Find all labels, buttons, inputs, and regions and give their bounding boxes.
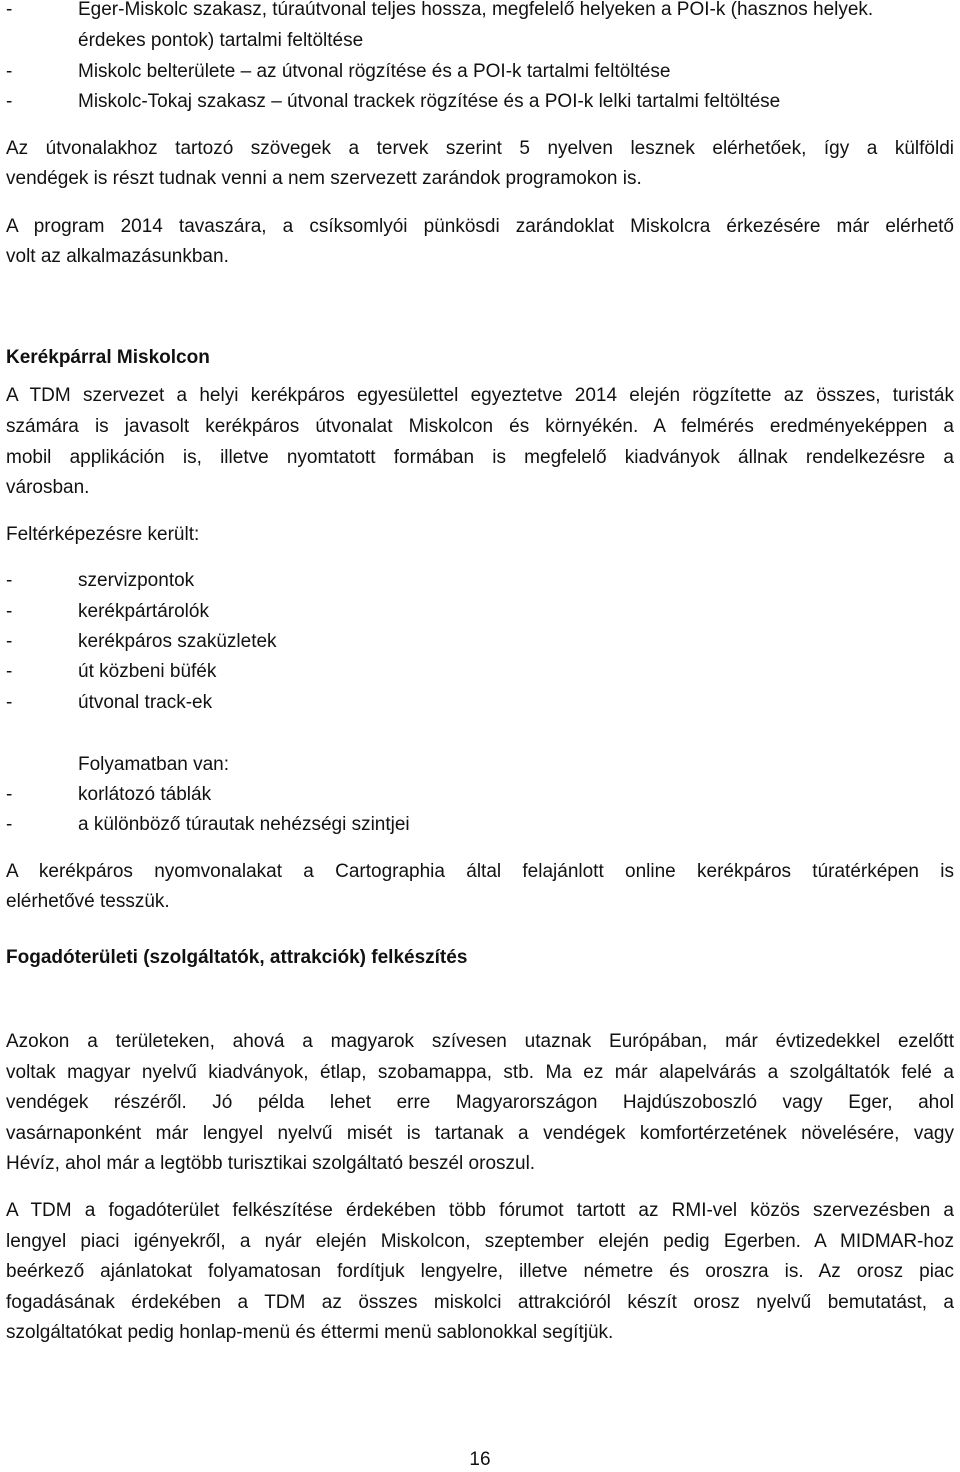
list-item-text: Miskolc-Tokaj szakasz – útvonal trackek rögzítése és a POI-k lelki tartalmi feltöltése xyxy=(78,91,781,112)
paragraph-line: A program 2014 tavaszára, a csíksomlyói pünkösdi zarándoklat Miskolcra érkezésére már elérhető xyxy=(6,216,954,237)
paragraph-line: A TDM szervezet a helyi kerékpáros egyesülettel egyeztetve 2014 elején rögzítette az összes, turisták xyxy=(6,385,954,406)
list-label: Feltérképezésre került: xyxy=(6,524,200,545)
list-dash: - xyxy=(6,661,13,682)
list-label: Folyamatban van: xyxy=(78,754,230,775)
list-item-text: érdekes pontok) tartalmi feltöltése xyxy=(78,30,364,51)
list-item-text: a különböző túrautak nehézségi szintjei xyxy=(78,814,410,835)
list-dash: - xyxy=(6,692,13,713)
paragraph-line: számára is javasolt kerékpáros útvonalat Miskolcon és környékén. A felmérés eredményeképpen a xyxy=(6,416,954,437)
list-dash: - xyxy=(6,0,13,20)
paragraph-line: voltak magyar nyelvű kiadványok, étlap, szobamappa, stb. Ma ez már alapelvárás a szolgáltatók felé a xyxy=(6,1062,954,1083)
paragraph-line: vendégek részéről. Jó példa lehet erre Magyarországon Hajdúszoboszló vagy Eger, ahol xyxy=(6,1092,954,1113)
list-dash: - xyxy=(6,814,13,835)
list-dash: - xyxy=(6,61,13,82)
paragraph-line: szolgáltatókat pedig honlap-menü és éttermi menü sablonokkal segítjük. xyxy=(6,1322,614,1343)
section-heading: Fogadóterületi (szolgáltatók, attrakciók) felkészítés xyxy=(6,947,468,968)
paragraph-line: Az útvonalakhoz tartozó szövegek a tervek szerint 5 nyelven lesznek elérhetőek, így a külföldi xyxy=(6,138,954,159)
list-item-text: kerékpártárolók xyxy=(78,601,209,622)
paragraph-line: Hévíz, ahol már a legtöbb turisztikai szolgáltató beszél oroszul. xyxy=(6,1153,536,1174)
paragraph-line: volt az alkalmazásunkban. xyxy=(6,246,229,267)
list-dash: - xyxy=(6,784,13,805)
list-item-text: Miskolc belterülete – az útvonal rögzítése és a POI-k tartalmi feltöltése xyxy=(78,61,671,82)
list-item-text: útvonal track-ek xyxy=(78,692,213,713)
list-item-text: út közbeni büfék xyxy=(78,661,217,682)
list-dash: - xyxy=(6,631,13,652)
paragraph-line: lengyel piaci igényekről, a nyár elején Miskolcon, szeptember elején pedig Egerben. A MIDMAR-hoz xyxy=(6,1231,954,1252)
paragraph-line: fogadásának érdekében a TDM az összes miskolci attrakcióról készít orosz nyelvű bemutatást, a xyxy=(6,1292,954,1313)
page-number: 16 xyxy=(469,1449,491,1470)
list-item-text: korlátozó táblák xyxy=(78,784,212,805)
paragraph-line: Azokon a területeken, ahová a magyarok szívesen utaznak Európában, már évtizedekkel ezelőtt xyxy=(6,1031,954,1052)
paragraph-line: vasárnaponként már lengyel nyelvű misét is tartanak a vendégek komfortérzetének növelésére, vagy xyxy=(6,1123,954,1144)
paragraph-line: beérkező ajánlatokat folyamatosan fordítjuk lengyelre, illetve németre és oroszra is. Az orosz piac xyxy=(6,1261,954,1282)
list-dash: - xyxy=(6,570,13,591)
list-item-text: kerékpáros szaküzletek xyxy=(78,631,277,652)
paragraph-line: A kerékpáros nyomvonalakat a Cartographia által felajánlott online kerékpáros túratérképen is xyxy=(6,861,954,882)
list-dash: - xyxy=(6,601,13,622)
list-dash: - xyxy=(6,91,13,112)
paragraph-line: A TDM a fogadóterület felkészítése érdekében több fórumot tartott az RMI-vel közös szervezésben a xyxy=(6,1200,954,1221)
paragraph-line: elérhetővé tesszük. xyxy=(6,891,170,912)
list-item-text: Eger-Miskolc szakasz, túraútvonal teljes hossza, megfelelő helyeken a POI-k (hasznos helyek. xyxy=(78,0,874,20)
paragraph-line: vendégek is részt tudnak venni a nem szervezett zarándok programokon is. xyxy=(6,168,642,189)
list-item-text: szervizpontok xyxy=(78,570,195,591)
paragraph-line: mobil applikáción is, illetve nyomtatott formában is megfelelő kiadványok állnak rendelkezésre a xyxy=(6,447,954,468)
section-heading: Kerékpárral Miskolcon xyxy=(6,347,210,368)
paragraph-line: városban. xyxy=(6,477,90,498)
